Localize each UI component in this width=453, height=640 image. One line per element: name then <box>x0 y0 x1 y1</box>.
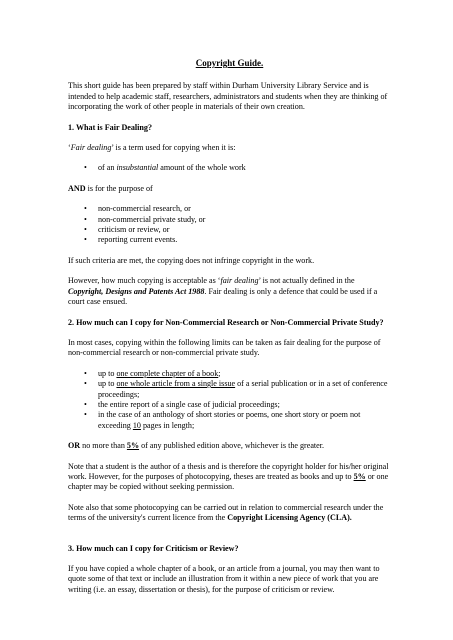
and-keyword: AND <box>68 183 86 193</box>
document-title: Copyright Guide. <box>195 58 264 68</box>
list-item-text: amount of the whole work <box>158 163 246 173</box>
fair-dealing-term: fair dealing <box>220 276 259 286</box>
list-item-text: up to <box>98 379 117 389</box>
list-item-text: pages in length; <box>140 420 195 430</box>
paragraph-text: Note that a student is the author of a thesis and is therefore the copyright holder for his/her original work. However, for the purposes of photocopying, theses are treated as books and up to <box>68 461 389 481</box>
underlined-limit: one complete chapter of a book <box>116 368 219 378</box>
percent-limit: 5% <box>353 471 366 481</box>
limits-intro-paragraph: In most cases, copying within the following limits can be taken as fair dealing for the purpose of non-commercial research or non-commercial private study. <box>68 337 381 358</box>
list-item-text: up to <box>98 368 117 378</box>
section-spacer <box>68 534 391 544</box>
limits-list <box>68 369 391 431</box>
underlined-limit: one whole article from a single issue <box>116 379 236 389</box>
percent-limit: 5% <box>126 441 140 451</box>
purpose-list <box>68 204 391 246</box>
and-purpose-line <box>68 184 391 194</box>
acceptable-copying-paragraph <box>68 276 391 307</box>
list-item: • the entire report of a single case of judicial proceedings; <box>68 400 391 410</box>
list-item: • criticism or review, or <box>68 225 391 235</box>
purpose-text: is for the purpose of <box>85 183 153 193</box>
list-item-text: of a serial publication or in a set of conference proceedings; <box>98 379 388 399</box>
list-item <box>68 379 391 400</box>
paragraph-text: Note also that some photocopying can be carried out in relation to commercial research under the terms of the university's current licence from the <box>68 502 384 523</box>
section-1-heading: 1. What is Fair Dealing? <box>68 122 153 132</box>
list-item-text: in the case of an anthology of short stories or poems, one short story or poem not exceeding <box>98 410 361 430</box>
section-3-heading: 3. How much can I copy for Criticism or Review? <box>68 543 239 553</box>
list-item: • non-commercial research, or <box>68 204 391 214</box>
criteria-paragraph: If such criteria are met, the copying does not infringe copyright in the work. <box>68 255 315 265</box>
paragraph-text: ’ is not actually defined in the <box>258 276 355 286</box>
cla-name: Copyright Licensing Agency (CLA). <box>227 513 352 523</box>
section-2-heading: 2. How much can I copy for Non-Commercial Research or Non-Commercial Private Study? <box>68 317 384 327</box>
thesis-note-paragraph <box>68 462 391 493</box>
act-title: Copyright, Designs and Patents Act 1988 <box>68 286 205 296</box>
or-limit-paragraph <box>68 441 391 451</box>
paragraph-text: of any published edition above, whichever is the greater. <box>139 441 325 451</box>
list-item <box>68 163 391 173</box>
list-item-text: of an <box>98 163 117 173</box>
or-keyword: OR <box>68 441 81 451</box>
criticism-paragraph: If you have copied a whole chapter of a book, or an article from a journal, you may then want to quote some of that text or include an illustration from it within a new piece of work that you are writing (i.e. an essay, dissertation or thesis), for the purpose of criticism or review. <box>68 564 380 594</box>
paragraph-text: or one chapter may be copied without seeking permission. <box>68 471 389 492</box>
paragraph-text: However, how much copying is acceptable as ‘ <box>68 276 221 286</box>
definition-text: ’ is a term used for copying when it is: <box>111 143 236 153</box>
list-item: • non-commercial private study, or <box>68 215 391 225</box>
list-item-text: ; <box>218 368 221 378</box>
list-item <box>68 410 391 431</box>
insubstantial-term: insubstantial <box>116 163 159 173</box>
fair-dealing-term: Fair dealing <box>70 143 112 153</box>
underlined-limit: 10 <box>132 420 141 430</box>
cla-note-paragraph <box>68 503 391 524</box>
paragraph-text: . Fair dealing is only a defence that could be used if a court case ensued. <box>68 286 378 307</box>
condition-list <box>68 163 391 173</box>
list-item <box>68 369 391 379</box>
paragraph-text: no more than <box>80 441 127 451</box>
quote-mark: ‘ <box>68 143 71 153</box>
intro-paragraph: This short guide has been prepared by staff within Durham University Library Service and is intended to help academic staff, researchers, administrators and students when they are thinking of incorporating the work of other people in materials of their own creation. <box>68 81 388 112</box>
list-item: • reporting current events. <box>68 235 391 245</box>
fair-dealing-definition <box>68 143 391 153</box>
